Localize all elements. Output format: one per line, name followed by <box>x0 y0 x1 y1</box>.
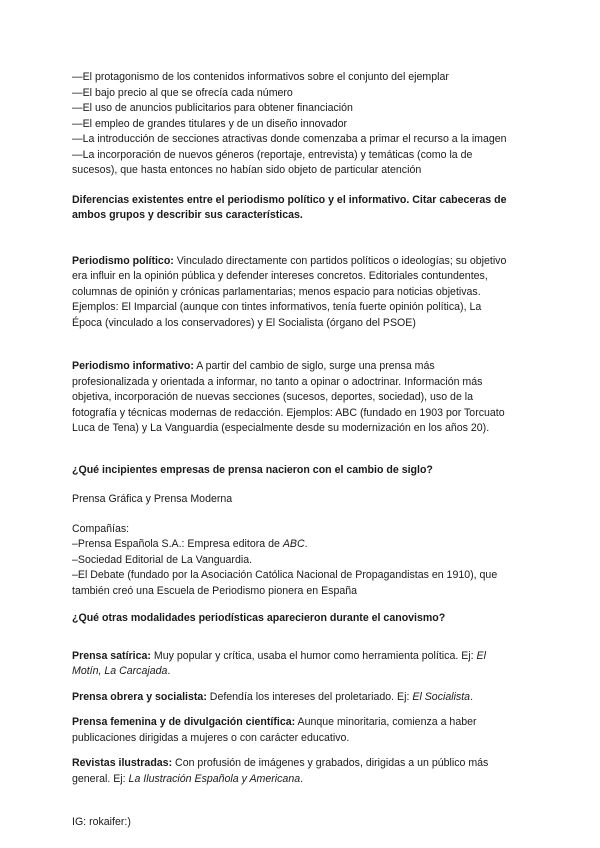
question-heading: ¿Qué incipientes empresas de prensa nacieron con el cambio de siglo? <box>72 463 433 476</box>
paragraph-revistas: Revistas ilustradas: Con profusión de imágenes y grabados, dirigidas a un público más general. Ej: La Ilustración Española y Americana. <box>72 757 489 785</box>
list-item: —El empleo de grandes titulares y de un diseño innovador <box>72 117 348 130</box>
term-label: Periodismo informativo: <box>72 360 194 372</box>
paragraph-informativo: Periodismo informativo: A partir del cambio de siglo, surge una prensa más profesionalizada y orientada a informar, no tanto a opinar o adoctrinar. Información más objetiva, incorporación de nuevas secciones (sucesos, deportes, sociedad), uso de la fotografía y técnicas modernas de redacción. Ejemplos: ABC (fundado en 1903 por Torcuato Luca de Tena) y La Vanguardia (especialmente desde su modernización en los años 20). <box>72 360 505 434</box>
list-item: —El bajo precio al que se ofrecía cada número <box>72 86 293 99</box>
document-page <box>72 70 532 831</box>
companias-block: Compañías: –Prensa Española S.A.: Empresa editora de ABC. –Sociedad Editorial de La Vanguardia. –El Debate (fundado por la Asociación Católica Nacional de Propagandistas en 1910), que también creó una Escuela de Periodismo pionera en España <box>72 522 498 597</box>
footer-signature: IG: rokaifer:) <box>72 816 131 828</box>
list-item: —El protagonismo de los contenidos informativos sobre el conjunto del ejemplar <box>72 71 449 83</box>
list-item: —La introducción de secciones atractivas donde comenzaba a primar el recurso a la imagen <box>72 133 507 145</box>
term-label: Prensa femenina y de divulgación científica: <box>72 716 296 728</box>
intro-list <box>72 70 532 179</box>
list-item: sucesos), que hasta entonces no habían sido objeto de particular atención <box>72 164 422 176</box>
term-label: Prensa satírica: <box>72 649 151 662</box>
question-heading: Diferencias existentes entre el periodismo político y el informativo. Citar cabeceras de ambos grupos y describir sus características. <box>72 193 507 221</box>
term-label: Revistas ilustradas: <box>72 757 173 769</box>
term-label: Periodismo político: <box>72 254 174 267</box>
paragraph-satirica: Prensa satírica: Muy popular y crítica, usaba el humor como herramienta política. Ej: El Motín, La Carcajada. <box>72 649 486 677</box>
paragraph-obrera: Prensa obrera y socialista: Defendía los intereses del proletariado. Ej: El Socialista. <box>72 690 474 703</box>
list-item: —La incorporación de nuevos géneros (reportaje, entrevista) y temáticas (como la de <box>72 148 473 161</box>
question-heading: ¿Qué otras modalidades periodísticas aparecieron durante el canovismo? <box>72 612 446 624</box>
term-label: Prensa obrera y socialista: <box>72 690 207 703</box>
paragraph-femenina: Prensa femenina y de divulgación científica: Aunque minoritaria, comienza a haber publicaciones dirigidas a mujeres o con carácter educativo. <box>72 716 477 744</box>
list-item: —El uso de anuncios publicitarios para obtener financiación <box>72 102 353 114</box>
answer-text: Prensa Gráfica y Prensa Moderna <box>72 493 233 505</box>
paragraph-politico: Periodismo político: Vinculado directamente con partidos políticos o ideologías; su objetivo era influir en la opinión pública y defender intereses concretos. Editoriales contundentes, columnas de opinión y crónicas parlamentarias; menos espacio para noticias objetivas. Ejemplos: El Imparcial (aunque con tintes informativos, tenía fuerte opinión política), La Época (vinculado a los conservadores) y El Socialista (órgano del PSOE) <box>72 254 507 329</box>
